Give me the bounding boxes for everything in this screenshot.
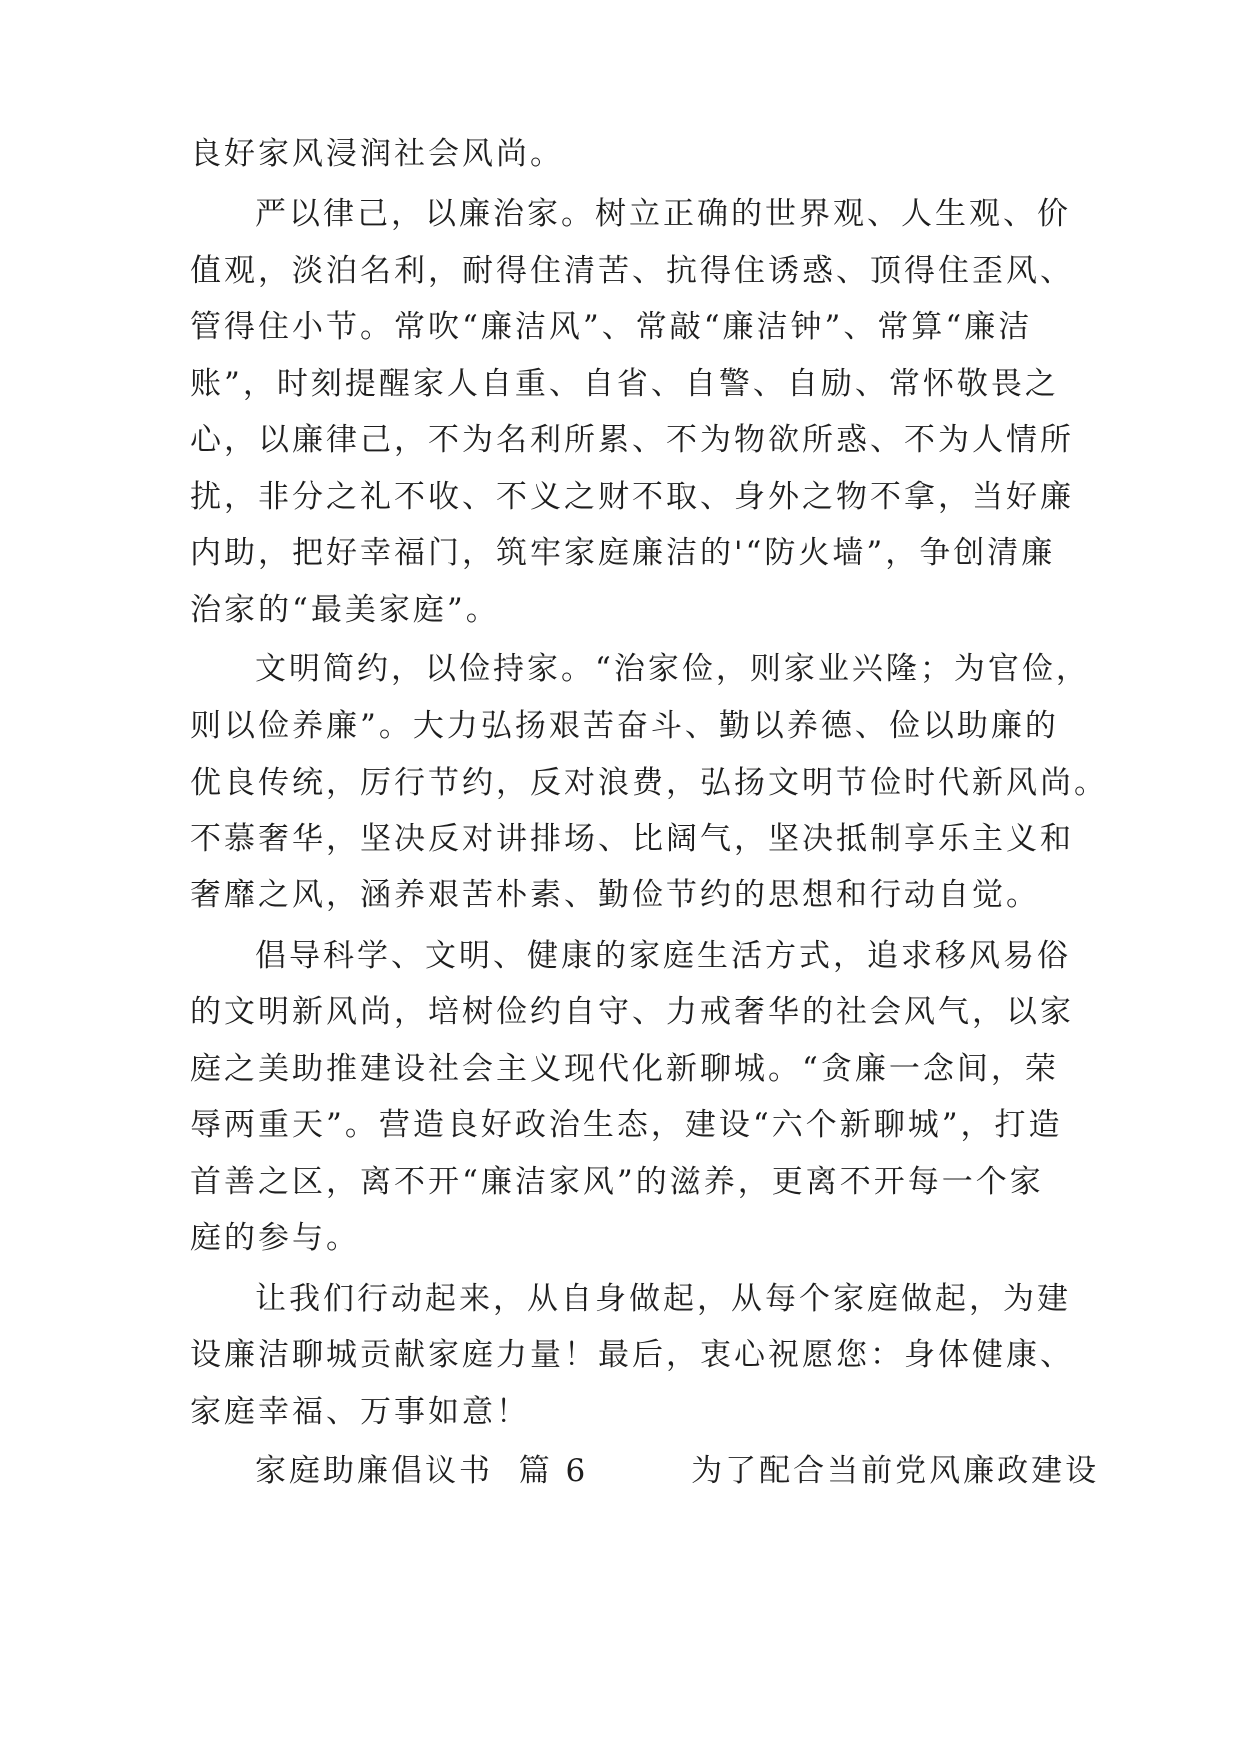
text-line: 辱两重天”。营造良好政治生态，建设“六个新聊城”，打造 [190,1107,1063,1143]
text-line: 不慕奢华，坚决反对讲排场、比阔气，坚决抵制享乐主义和 [190,821,1074,857]
text-line: 扰，非分之礼不收、不义之财不取、身外之物不拿，当好廉 [190,479,1074,515]
paragraph-first-line: 严以律己，以廉治家。树立正确的世界观、人生观、价 [255,196,1071,232]
text-line: 庭之美助推建设社会主义现代化新聊城。“贪廉一念间，荣 [190,1051,1059,1087]
text-line: 心，以廉律己，不为名利所累、不为物欲所惑、不为人情所 [190,422,1074,458]
text-line: 管得住小节。常吹“廉洁风”、常敲“廉洁钟”、常算“廉洁 [190,309,1033,345]
text-line: 优良传统，厉行节约，反对浪费，弘扬文明节俭时代新风尚。 [190,765,1108,801]
text-line: 奢靡之风，涵养艰苦朴素、勤俭节约的思想和行动自觉。 [190,877,1040,913]
text-line: 的文明新风尚，培树俭约自守、力戒奢华的社会风气，以家 [190,994,1074,1030]
text-line: 则以俭养廉”。大力弘扬艰苦奋斗、勤以养德、俭以助廉的 [190,708,1059,744]
paragraph-first-line: 文明简约，以俭持家。“治家俭，则家业兴隆；为官俭， [255,651,1090,687]
paragraph-first-line: 倡导科学、文明、健康的家庭生活方式，追求移风易俗 [255,938,1071,974]
text-line: 值观，淡泊名利，耐得住清苦、抗得住诱惑、顶得住歪风、 [190,253,1074,289]
text-line: 设廉洁聊城贡献家庭力量！最后，衷心祝愿您：身体健康、 [190,1337,1074,1373]
text-line: 内助，把好幸福门，筑牢家庭廉洁的'“防火墙”，争创清廉 [190,535,1056,571]
text-line-continuation: 良好家风浸润社会风尚。 [190,136,564,172]
text-line: 家庭幸福、万事如意！ [190,1394,530,1430]
section-heading-line: 家庭助廉倡议书 篇 6 为了配合当前党风廉政建设 [255,1453,1100,1489]
text-line: 治家的“最美家庭”。 [190,592,500,628]
text-line: 庭的参与。 [190,1220,360,1256]
text-line: 账”，时刻提醒家人自重、自省、自警、自励、常怀敬畏之 [190,366,1059,402]
paragraph-first-line: 让我们行动起来，从自身做起，从每个家庭做起，为建 [255,1281,1071,1317]
text-line: 首善之区，离不开“廉洁家风”的滋养，更离不开每一个家 [190,1164,1044,1200]
